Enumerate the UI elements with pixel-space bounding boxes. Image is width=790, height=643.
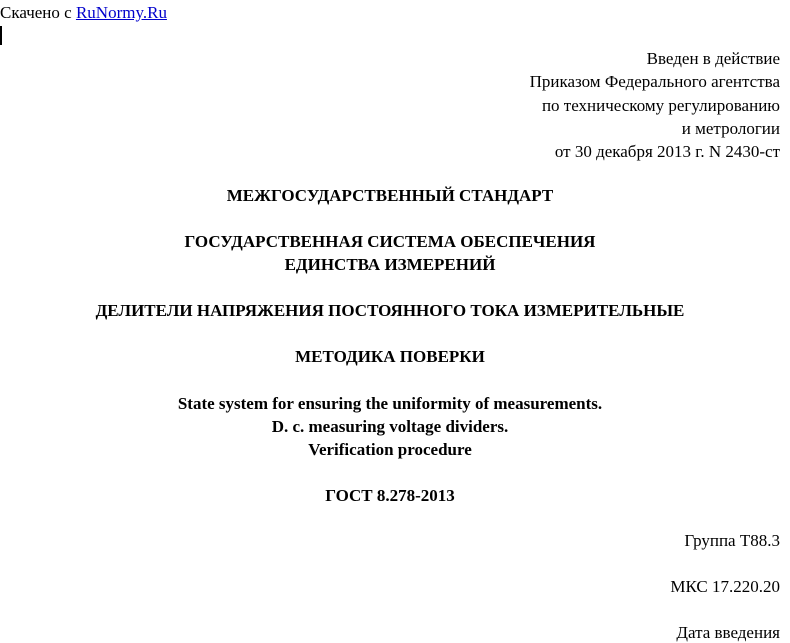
- system-heading-line2: ЕДИНСТВА ИЗМЕРЕНИЙ: [284, 255, 496, 274]
- standard-designation: ГОСТ 8.278-2013: [325, 486, 455, 505]
- download-source-prefix: Скачено с: [0, 3, 76, 22]
- english-title-line1: State system for ensuring the uniformity of measurements.: [177, 394, 603, 413]
- runormy-link[interactable]: RuNormy.Ru: [75, 3, 167, 22]
- approval-line: от 30 декабря 2013 г. N 2430-ст: [554, 142, 780, 162]
- intro-date-label: Дата введения: [676, 623, 780, 642]
- standard-type-heading: МЕЖГОСУДАРСТВЕННЫЙ СТАНДАРТ: [226, 186, 554, 205]
- approval-line: по техническому регулированию: [541, 95, 780, 115]
- english-title-line3: Verification procedure: [308, 440, 472, 459]
- approval-line: Приказом Федерального агентства: [529, 72, 780, 92]
- method-heading: МЕТОДИКА ПОВЕРКИ: [295, 347, 485, 366]
- subject-heading: ДЕЛИТЕЛИ НАПРЯЖЕНИЯ ПОСТОЯННОГО ТОКА ИЗМЕРИТЕЛЬНЫЕ: [95, 301, 685, 320]
- classification-group: Группа Т88.3: [684, 531, 780, 550]
- english-title-line2: D. c. measuring voltage dividers.: [271, 417, 509, 436]
- approval-block: [530, 47, 780, 163]
- approval-line: и метрологии: [681, 118, 780, 138]
- mks-code: МКС 17.220.20: [670, 577, 780, 596]
- text-cursor: [0, 26, 2, 45]
- system-heading-line1: ГОСУДАРСТВЕННАЯ СИСТЕМА ОБЕСПЕЧЕНИЯ: [184, 232, 596, 251]
- download-source-line: [0, 3, 167, 23]
- approval-line: Введен в действие: [646, 49, 780, 68]
